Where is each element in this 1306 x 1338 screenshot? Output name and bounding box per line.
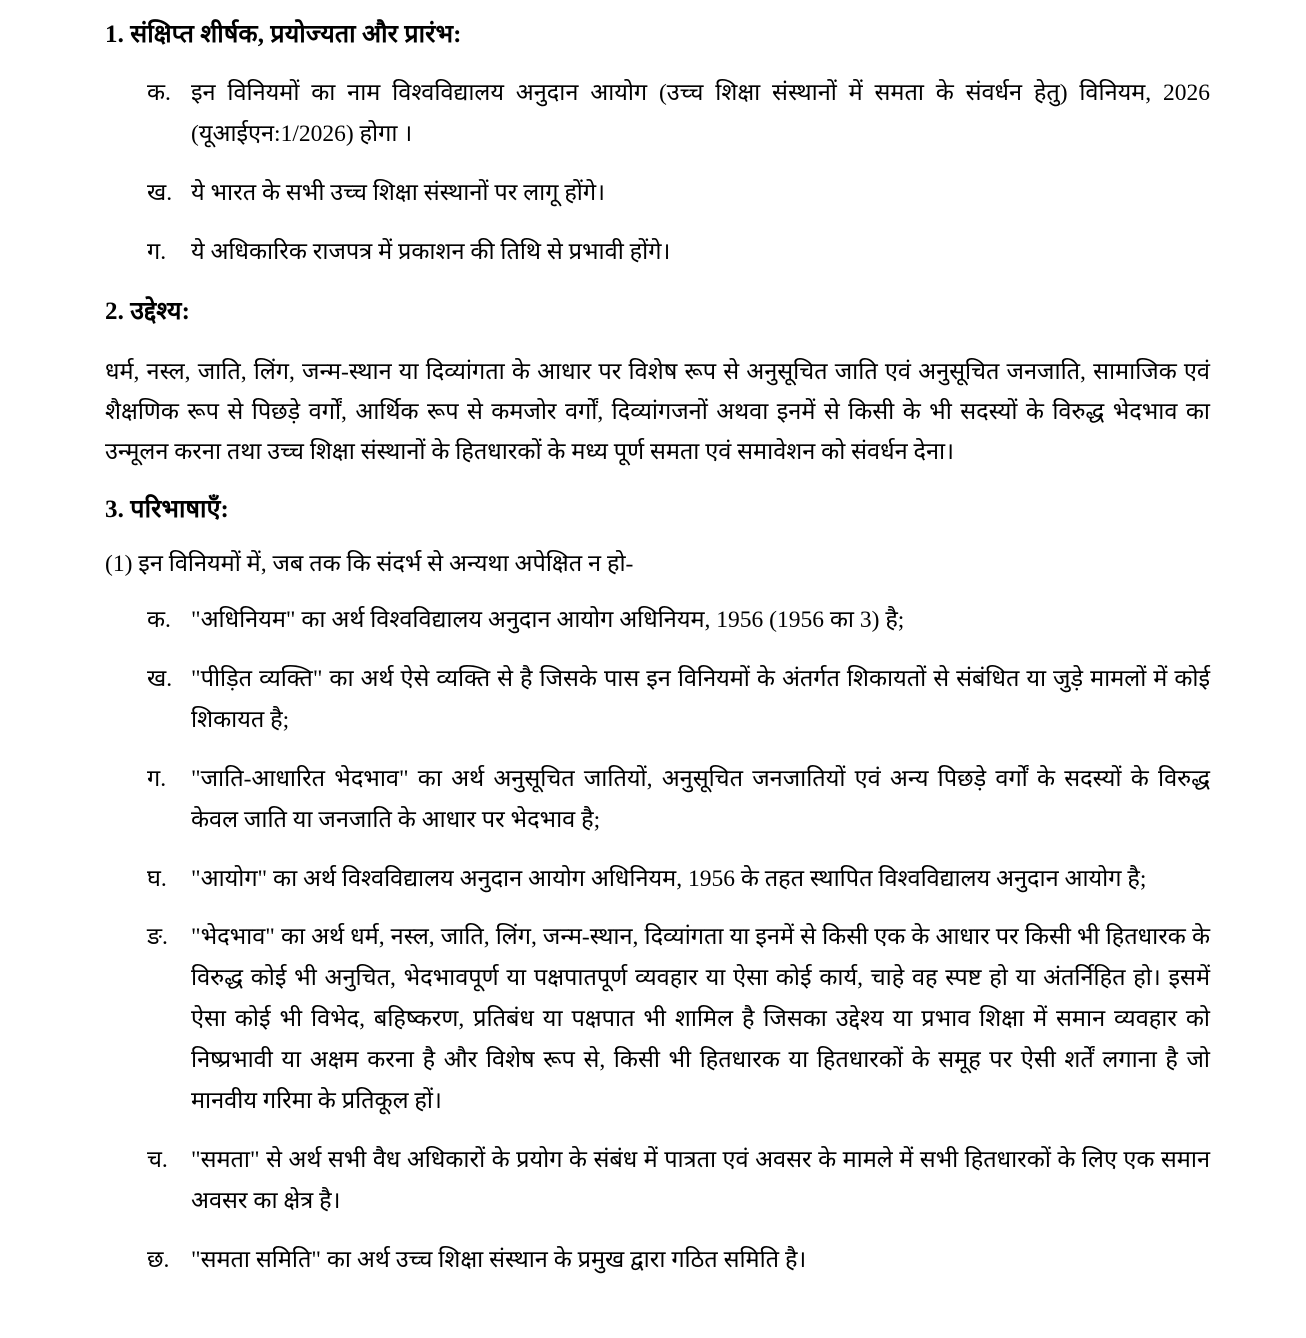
list-item-text: "पीड़ित व्यक्ति" का अर्थ ऐसे व्यक्ति से है जिसके पास इन विनियमों के अंतर्गत शिकायतों से संबंधित या जुड़े मामलों में कोई शिकायत है; (191, 666, 1210, 733)
list-item-text: "जाति-आधारित भेदभाव" का अर्थ अनुसूचित जातियों, अनुसूचित जनजातियों एवं अन्य पिछड़े वर्गों के सदस्यों के विरुद्ध केवल जाति या जनजाति के आधार पर भेदभाव है; (191, 765, 1210, 833)
list-item-text: ये भारत के सभी उच्च शिक्षा संस्थानों पर लागू होंगे। (191, 179, 606, 206)
list-item (105, 600, 1210, 641)
section-3-lead-text: (1) इन विनियमों में, जब तक कि संदर्भ से अन्यथा अपेक्षित न हो- (105, 550, 634, 577)
list-item-text: "अधिनियम" का अर्थ विश्वविद्यालय अनुदान आयोग अधिनियम, 1956 (1956 का 3) है; (191, 607, 905, 634)
list-item (105, 659, 1210, 741)
list-marker: छ. (147, 1246, 170, 1273)
list-item (105, 917, 1210, 1121)
list-item (105, 73, 1210, 155)
list-marker: ग. (147, 238, 167, 265)
list-marker: घ. (147, 865, 167, 892)
list-marker: क. (147, 80, 171, 106)
section-3-list (105, 600, 1210, 1280)
list-item-text: "भेदभाव" का अर्थ धर्म, नस्ल, जाति, लिंग, जन्म-स्थान, दिव्यांगता या इनमें से किसी एक के आधार पर किसी भी हितधारक के विरुद्ध कोई भी अनुचित, भेदभावपूर्ण या पक्षपातपूर्ण व्यवहार या ऐसा कोई कार्य, चाहे वह स्पष्ट हो या अंतर्निहित हो। इसमें ऐसा कोई भी विभेद, बहिष्करण, प्रतिबंध या पक्षपात भी शामिल है जिसका उद्देश्य या प्रभाव शिक्षा में समान व्यवहार को निष्प्रभावी या अक्षम करना है और विशेष रूप से, किसी भी हितधारक या हितधारकों के समूह पर ऐसी शर्तें लगाना है जो मानवीय गरिमा के प्रतिकूल हों। (191, 924, 1210, 1114)
section-3-heading: 3. परिभाषाएँ: (105, 495, 229, 523)
list-item-text: "आयोग" का अर्थ विश्वविद्यालय अनुदान आयोग अधिनियम, 1956 के तहत स्थापित विश्वविद्यालय अनुदान आयोग है; (191, 865, 1147, 892)
section-2-paragraph: धर्म, नस्ल, जाति, लिंग, जन्म-स्थान या दिव्यांगता के आधार पर विशेष रूप से अनुसूचित जाति एवं अनुसूचित जनजाति, सामाजिक एवं शैक्षणिक रूप से पिछड़े वर्गों, आर्थिक रूप से कमजोर वर्गों, दिव्यांगजनों अथवा इनमें से किसी के भी सदस्यों के विरुद्ध भेदभाव का उन्मूलन करना तथा उच्च शिक्षा संस्थानों के हितधारकों के मध्य पूर्ण समता एवं समावेशन को संवर्धन देना। (105, 358, 1210, 466)
list-marker: क. (147, 607, 171, 634)
list-item (105, 1140, 1210, 1222)
list-item-text: "समता समिति" का अर्थ उच्च शिक्षा संस्थान के प्रमुख द्वारा गठित समिति है। (191, 1246, 807, 1273)
list-item-text: "समता" से अर्थ सभी वैध अधिकारों के प्रयोग के संबंध में पात्रता एवं अवसर के मामले में सभी हितधारकों के लिए एक समान अवसर का क्षेत्र है। (191, 1146, 1210, 1214)
list-item (105, 232, 1210, 273)
section-2-heading: 2. उद्देश्य: (105, 297, 191, 325)
list-item (105, 1240, 1210, 1281)
section-1-list (105, 73, 1210, 273)
list-item (105, 173, 1210, 214)
list-item-text: इन विनियमों का नाम विश्वविद्यालय अनुदान आयोग (उच्च शिक्षा संस्थानों में समता के संवर्धन हेतु) विनियम, 2026 (यूआईएन:1/2026) होगा । (191, 80, 1210, 147)
list-marker: ग. (147, 765, 167, 792)
list-item (105, 759, 1210, 841)
list-marker: ख. (147, 179, 173, 206)
list-marker: च. (147, 1146, 168, 1173)
section-1-heading: 1. संक्षिप्त शीर्षक, प्रयोज्यता और प्रारंभ: (105, 21, 462, 48)
list-item (105, 859, 1210, 900)
list-item-text: ये अधिकारिक राजपत्र में प्रकाशन की तिथि से प्रभावी होंगे। (191, 238, 671, 265)
list-marker: ख. (147, 666, 173, 692)
list-marker: ङ. (147, 924, 168, 951)
